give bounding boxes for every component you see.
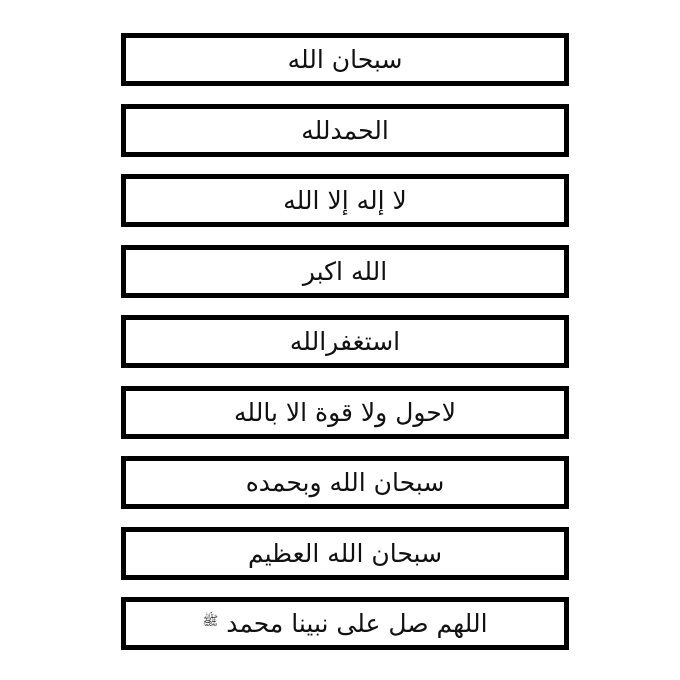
salawat-seal-icon: ﷺ	[202, 614, 219, 629]
dhikr-box-subhanallah	[121, 33, 569, 86]
dhikr-text: الحمدلله	[301, 115, 389, 145]
dhikr-text: استغفرالله	[289, 327, 401, 356]
dhikr-box-subhanallah-wabihamdihi	[121, 456, 569, 509]
dhikr-text: لا إله إلا الله	[283, 186, 407, 215]
dhikr-box-istighfar	[121, 315, 569, 368]
dhikr-box-subhanallah-alazim	[121, 527, 569, 580]
dhikr-text: سبحان الله العظيم	[247, 538, 443, 568]
dhikr-text: سبحان الله	[287, 45, 403, 74]
dhikr-box-alhamdulillah	[121, 104, 569, 157]
dhikr-text: اللهم صل على نبينا محمد	[226, 609, 488, 638]
dhikr-text: لاحول ولا قوة الا بالله	[234, 397, 456, 427]
dhikr-box-salawat	[121, 597, 569, 650]
dhikr-list	[121, 33, 569, 668]
dhikr-box-tahlil	[121, 174, 569, 227]
dhikr-box-hawqala	[121, 386, 569, 439]
dhikr-text: سبحان الله وبحمده	[245, 468, 445, 497]
dhikr-box-takbir	[121, 245, 569, 298]
dhikr-text: الله اكبر	[302, 256, 388, 286]
